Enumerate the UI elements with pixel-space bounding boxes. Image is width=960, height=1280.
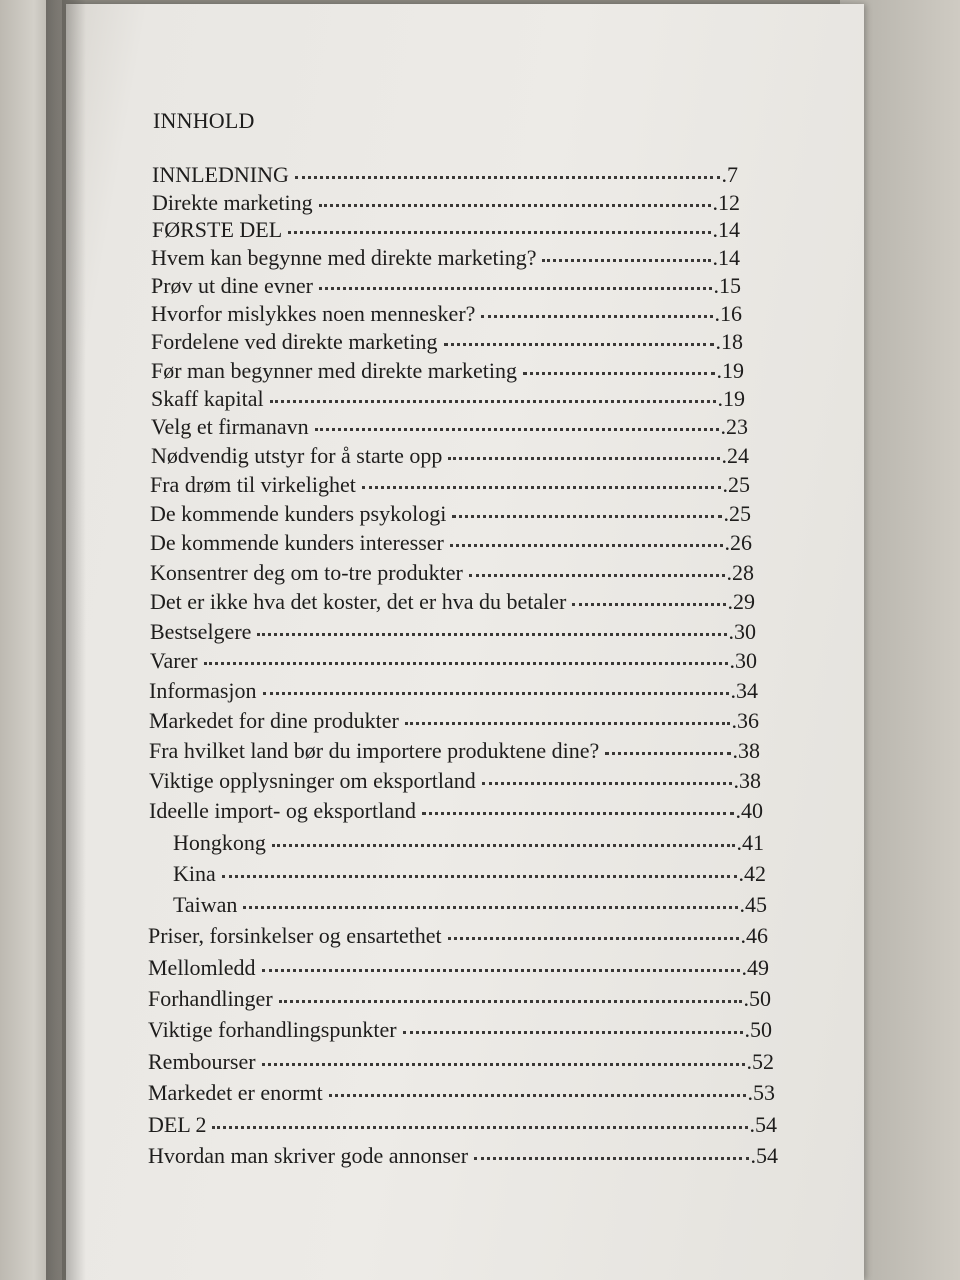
dot-leader [469,574,725,577]
toc-entry-page: .42 [738,861,766,886]
toc-entry [151,358,744,386]
toc-entry-label: Det er ikke hva det koster, det er hva du betaler [150,589,567,614]
dot-leader [405,722,730,725]
toc-entry-label: De kommende kunders interesser [150,530,444,555]
toc-entry-page: .54 [749,1112,777,1137]
dot-leader [403,1031,743,1034]
toc-entry-label: Fra drøm til virkelighet [150,472,356,497]
dot-leader [450,544,723,547]
dot-leader [204,662,728,665]
dot-leader [422,812,734,815]
toc-entry-label: Fra hvilket land bør du importere produktene dine? [149,738,600,763]
toc-entry [149,798,763,826]
toc-entry [150,619,756,647]
toc-entry-page: .50 [743,986,771,1011]
dot-leader [448,457,719,460]
toc-entry-label: Markedet er enormt [148,1080,323,1105]
toc-entry [149,768,761,796]
toc-entry-page: .30 [728,619,756,644]
toc-entry [173,830,764,858]
toc-entry [152,162,738,190]
toc-entry-label: Mellomledd [148,955,256,980]
toc-entry-page: .38 [732,738,760,763]
toc-entry-page: .34 [730,678,758,703]
dot-leader [444,343,714,346]
toc-entry-page: .16 [714,301,742,326]
toc-entry [152,217,740,245]
dot-leader [329,1094,746,1097]
toc-entry [150,530,752,558]
toc-entry [151,443,749,471]
toc-entry [150,589,755,617]
toc-entry-page: .14 [712,217,740,242]
toc-entry [149,738,760,766]
dot-leader [474,1157,748,1160]
dot-leader [272,844,735,847]
toc-entry-page: .12 [712,190,740,215]
dot-leader [222,875,737,878]
dot-leader [212,1126,747,1129]
toc-entry [150,648,757,676]
toc-entry-page: .38 [733,768,761,793]
dot-leader [362,486,721,489]
toc-entry [149,678,758,706]
toc-entry-page: .19 [717,386,745,411]
toc-entry-page: .52 [746,1049,774,1074]
toc-entry-page: .29 [727,589,755,614]
dot-leader [523,372,715,375]
toc-entry [151,414,748,442]
toc-entry-page: .18 [715,329,743,354]
toc-entry-label: Ideelle import- og eksportland [149,798,416,823]
toc-entry-label: Kina [173,861,216,886]
toc-entry-label: Bestselgere [150,619,252,644]
toc-entry-page: .45 [739,892,767,917]
dot-leader [262,1063,745,1066]
toc-entry-page: .40 [735,798,763,823]
toc-entry-label: Taiwan [173,892,238,917]
dot-leader [270,400,716,403]
toc-entry-label: De kommende kunders psykologi [150,501,447,526]
toc-entry-label: Før man begynner med direkte marketing [151,358,517,383]
toc-entry [148,1080,775,1108]
toc-entry [148,1143,778,1171]
dot-leader [263,692,729,695]
toc-entry-page: .23 [720,414,748,439]
toc-entry [148,955,769,983]
dot-leader [257,633,726,636]
toc-entry-label: INNLEDNING [152,162,289,187]
toc-entry-label: Priser, forsinkelser og ensartethet [148,923,442,948]
toc-entry-label: Nødvendig utstyr for å starte opp [151,443,443,468]
toc-entry-label: Varer [150,648,198,673]
toc-entry-page: .19 [716,358,744,383]
dot-leader [243,906,737,909]
toc-entry-label: Hvorfor mislykkes noen mennesker? [151,301,476,326]
toc-entry-page: .25 [722,472,750,497]
dot-leader [288,231,710,234]
dot-leader [481,315,712,318]
toc-entry [151,245,740,273]
toc-entry-page: .41 [736,830,764,855]
page-title: INNHOLD [153,108,255,133]
toc-entry [148,1112,777,1140]
toc-entry-label: Viktige forhandlingspunkter [148,1017,397,1042]
toc-entry [151,386,745,414]
toc-entry-label: Hongkong [173,830,266,855]
toc-entry-label: Viktige opplysninger om eksportland [149,768,476,793]
toc-entry-page: .7 [721,162,738,187]
dot-leader [319,287,712,290]
toc-entry-label: Rembourser [148,1049,256,1074]
toc-entry [173,892,767,920]
toc-entry [151,273,741,301]
toc-entry [148,986,771,1014]
toc-entry-page: .49 [741,955,769,980]
toc-entry [151,329,743,357]
toc-entry-label: FØRSTE DEL [152,217,283,242]
toc-entry-label: Velg et firmanavn [151,414,309,439]
dot-leader [448,937,739,940]
toc-entry-page: .46 [740,923,768,948]
dot-leader [319,204,711,207]
dot-leader [452,515,721,518]
toc-entry-label: Fordelene ved direkte marketing [151,329,438,354]
toc-entry [173,861,766,889]
toc-entry-label: Informasjon [149,678,257,703]
dot-leader [542,259,710,262]
toc-entry-page: .53 [747,1080,775,1105]
toc-entry [151,301,742,329]
toc-entry-page: .14 [712,245,740,270]
toc-entry-page: .25 [723,501,751,526]
toc-entry [148,923,768,951]
toc-entry-label: Hvordan man skriver gode annonser [148,1143,469,1168]
dot-leader [315,428,719,431]
toc-entry [149,708,759,736]
dot-leader [262,969,740,972]
toc-entry [148,1049,774,1077]
toc-entry-label: DEL 2 [148,1112,207,1137]
dot-leader [605,752,730,755]
toc-entry [148,1017,772,1045]
toc-entry-label: Prøv ut dine evner [151,273,313,298]
toc-entry-page: .50 [744,1017,772,1042]
toc-entry-label: Forhandlinger [148,986,273,1011]
toc-entry [150,560,754,588]
toc-entry-page: .36 [731,708,759,733]
toc-entry [150,472,750,500]
toc-entry-label: Konsentrer deg om to-tre produkter [150,560,463,585]
toc-entry [150,501,751,529]
toc-entry-page: .28 [726,560,754,585]
toc-entry-label: Markedet for dine produkter [149,708,399,733]
dot-leader [295,176,720,179]
toc-entry-page: .26 [724,530,752,555]
dot-leader [482,782,732,785]
toc-entry-label: Skaff kapital [151,386,264,411]
toc-entry-page: .24 [721,443,749,468]
toc-entry-label: Hvem kan begynne med direkte marketing? [151,245,537,270]
toc-entry-page: .54 [750,1143,778,1168]
dot-leader [279,1000,742,1003]
toc-entry-page: .15 [713,273,741,298]
toc-entry-page: .30 [729,648,757,673]
toc-entry [152,190,740,218]
toc-entry-label: Direkte marketing [152,190,313,215]
dot-leader [572,603,725,606]
